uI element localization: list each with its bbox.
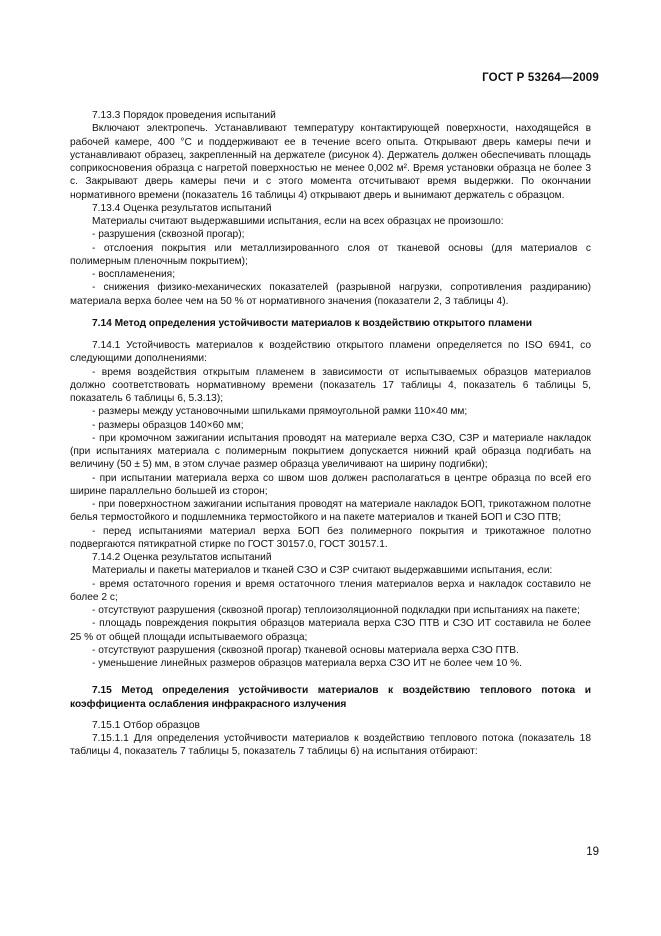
subsection-heading: 7.15.1 Отбор образцов bbox=[92, 719, 200, 731]
document-header: ГОСТ Р 53264—2009 bbox=[482, 72, 599, 84]
list-item: - время воздействия открытым пламенем в зависимости от испытываемых образцов материалов должно соответствовать нормативному времени (показатель 17 таблицы 4, показатель 6 таблицы 5, показатель 6 таблицы 6, 5.3.13); bbox=[70, 366, 591, 404]
paragraph: 7.14.1 Устойчивость материалов к воздействию открытого пламени определяется по ISO 6941, со следующими дополнениями: bbox=[70, 340, 591, 365]
list-item: - перед испытаниями материал верха БОП без полимерного покрытия и трикотажное полотно подвергаются пятикратной стирке по ГОСТ 30157.0, ГОСТ 30157.1. bbox=[70, 525, 591, 550]
section-heading: 7.14 Метод определения устойчивости материалов к воздействию открытого пламени bbox=[92, 317, 533, 329]
subsection-heading: 7.13.4 Оценка результатов испытаний bbox=[92, 202, 272, 214]
list-item: - отсутствуют разрушения (сквозной прогар) теплоизоляционной подкладки при испытаниях на пакете; bbox=[92, 605, 580, 616]
list-item: - размеры между установочными шпильками прямоугольной рамки 110×40 мм; bbox=[92, 406, 468, 418]
paragraph: 7.15.1.1 Для определения устойчивости материалов к воздействию теплового потока (показатель 18 таблицы 4, показатель 7 таблицы 5, показатель 7 таблицы 6) на испытания отбирают: bbox=[70, 733, 591, 758]
section-heading: 7.15 Метод определения устойчивости материалов к воздействию теплового потока и коэффициента ослабления инфракрасного излучения bbox=[70, 685, 591, 710]
subsection-heading: 7.13.3 Порядок проведения испытаний bbox=[92, 110, 276, 121]
paragraph: Включают электропечь. Устанавливают температуру контактирующей поверхности, находящейся в рабочей камере, 400 °С и поддерживают ее в течение всего опыта. Открывают дверь камеры печи и устанавливают образец, закрепленный на держателе (рисунок 4). Держатель должен обеспечивать площадь соприкосновения образца с нагретой поверхностью не менее 0,002 м². Время установки образца не более 3 с. Закрывают дверь камеры печи и с этого момента отсчитывают время выдержки. По окончании нормативного времени (показатель 16 таблицы 4) открывают дверь и вынимают держатель с образцом. bbox=[70, 123, 591, 201]
document-body bbox=[70, 109, 591, 759]
subsection-heading: 7.14.2 Оценка результатов испытаний bbox=[92, 552, 272, 563]
list-item: - при кромочном зажигании испытания проводят на материале верха СЗО, СЗР и материале накладок (при испытаниях материала с полимерным покрытием допускается нижний край образца подгибать на величину (50 ± 5) мм, в этом случае размер образца увеличивают на ширину подгибки); bbox=[70, 432, 591, 471]
list-item: - время остаточного горения и время остаточного тления материалов верха и накладок составило не более 2 с; bbox=[70, 578, 591, 603]
paragraph: Материалы и пакеты материалов и тканей СЗО и СЗР считают выдержавшими испытания, если: bbox=[92, 565, 553, 577]
paragraph: Материалы считают выдержавшими испытания, если на всех образцах не произошло: bbox=[92, 216, 504, 227]
list-item: - уменьшение линейных размеров образцов материала верха СЗО ИТ не более чем 10 %. bbox=[92, 658, 522, 669]
list-item: - воспламенения; bbox=[92, 269, 176, 280]
list-item: - размеры образцов 140×60 мм; bbox=[92, 419, 244, 431]
list-item: - при поверхностном зажигании испытания проводят на материале накладок БОП, трикотажном полотне белья термостойкого и подшлемника термостойкого и на пакете материалов и тканей БОП и СЗО ПТВ; bbox=[70, 499, 591, 524]
list-item: - отсутствуют разрушения (сквозной прогар) тканевой основы материала верха СЗО ПТВ. bbox=[92, 644, 519, 656]
list-item: - снижения физико-механических показателей (разрывной нагрузки, сопротивления раздиранию) материала верха более чем на 50 % от нормативного значения (показатели 2, 3 таблицы 4). bbox=[70, 282, 591, 307]
list-item: - разрушения (сквозной прогар); bbox=[92, 229, 245, 241]
list-item: - площадь повреждения покрытия образцов материала верха СЗО ПТВ и СЗО ИТ составила не более 25 % от общей площади испытываемого образца; bbox=[70, 618, 591, 643]
page-number: 19 bbox=[586, 846, 599, 858]
list-item: - при испытании материала верха со швом шов должен располагаться в центре образца по всей его ширине параллельно большей из сторон; bbox=[70, 472, 591, 497]
list-item: - отслоения покрытия или металлизированного слоя от тканевой основы (для материалов с полимерным пленочным покрытием); bbox=[70, 242, 591, 267]
